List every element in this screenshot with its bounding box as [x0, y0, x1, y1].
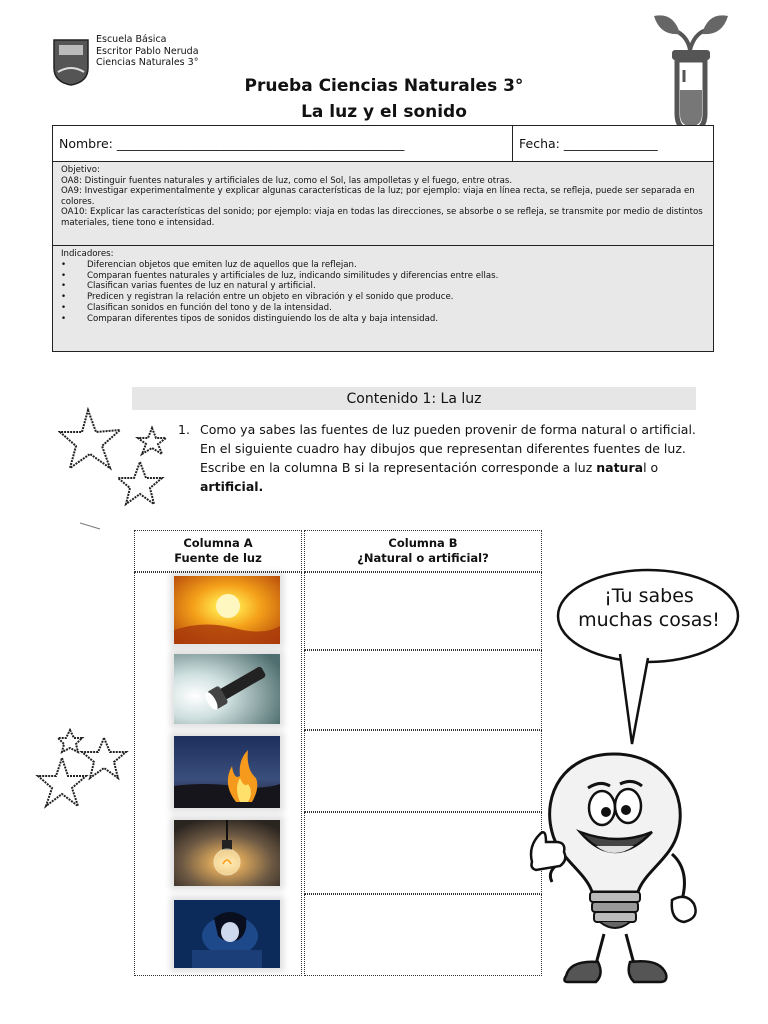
- pencil-mark: [80, 516, 102, 526]
- question-text: Como ya sabes las fuentes de luz pueden provenir de forma natural o artificial. En el siguiente cuadro hay dibujos que representan diferentes fuentes de luz. Escribe en la columna B si la representación corresponde a luz: [200, 422, 696, 475]
- objectives-heading: Objetivo:: [61, 165, 100, 175]
- column-a-subtitle: Fuente de luz: [174, 551, 262, 565]
- school-subject: Ciencias Naturales 3°: [96, 57, 199, 68]
- question-number: 1.: [178, 422, 190, 437]
- name-field[interactable]: Nombre: ______________________________________________: [53, 126, 513, 161]
- answer-cell-1[interactable]: [304, 572, 542, 650]
- school-name: Escuela Básica: [96, 34, 167, 45]
- stars-decoration-2: [34, 724, 130, 820]
- column-b-title: Columna B: [388, 536, 458, 550]
- page-title: Prueba Ciencias Naturales 3°: [244, 76, 524, 96]
- answer-cell-5[interactable]: [304, 894, 542, 976]
- indicator-item: • Predicen y registran la relación entre un objeto en vibración y el sonido que produce.: [61, 292, 705, 303]
- indicator-item: • Diferencian objetos que emiten luz de aquellos que la reflejan.: [61, 260, 705, 271]
- column-a-header: [134, 530, 302, 572]
- page-subtitle: La luz y el sonido: [301, 102, 467, 122]
- question-1: [178, 420, 698, 496]
- flashlight-image: [174, 654, 280, 724]
- indicators-heading: Indicadores:: [61, 249, 114, 259]
- indicator-item: • Comparan diferentes tipos de sonidos distinguiendo los de alta y baja intensidad.: [61, 314, 705, 325]
- column-b-header: [304, 530, 542, 572]
- question-bold-artificial: artificial.: [200, 479, 264, 494]
- indicators-box: [52, 246, 714, 352]
- column-a-title: Columna A: [183, 536, 253, 550]
- column-b-subtitle: ¿Natural o artificial?: [357, 551, 489, 565]
- answer-cell-3[interactable]: [304, 730, 542, 812]
- answer-cell-4[interactable]: [304, 812, 542, 894]
- indicator-item: • Comparan fuentes naturales y artificiales de luz, indicando similitudes y diferencias entre ellas.: [61, 271, 705, 282]
- stars-decoration: [58, 406, 178, 518]
- sun-image: [174, 576, 280, 644]
- sources-table: [134, 530, 544, 976]
- bonfire-image: [174, 736, 280, 808]
- bubble-line-2: muchas cosas!: [578, 609, 720, 631]
- objective-item: OA9: Investigar experimentalmente y explicar algunas características de la luz; por ejemplo: viaja en línea recta, se refleja, puede ser separada en colores.: [61, 186, 695, 207]
- person-screen-light-image: [174, 900, 280, 968]
- lightbulb-mascot-icon: [522, 750, 706, 990]
- indicator-item: • Clasifican varias fuentes de luz en natural y artificial.: [61, 281, 705, 292]
- speech-bubble: [554, 566, 744, 746]
- student-info-row: [52, 125, 714, 162]
- test-tube-plant-icon: [648, 10, 732, 134]
- date-field[interactable]: Fecha: _______________: [519, 136, 658, 151]
- indicators-list: [61, 260, 705, 325]
- objectives-box: [52, 162, 714, 246]
- content-heading: Contenido 1: La luz: [132, 387, 696, 410]
- objective-item: OA10: Explicar las características del sonido; por ejemplo: viaja en todas las direcciones, se absorbe o se refleja, se transmite por medio de distintos materiales, tiene tono e intensidad.: [61, 207, 703, 228]
- light-bulb-image: [174, 820, 280, 886]
- answer-cell-2[interactable]: [304, 650, 542, 730]
- bubble-line-1: ¡Tu sabes: [604, 585, 694, 607]
- school-writer: Escritor Pablo Neruda: [96, 45, 199, 57]
- school-info: [96, 34, 199, 69]
- question-bold-natural: natura: [596, 460, 644, 475]
- objective-item: OA8: Distinguir fuentes naturales y artificiales de luz, como el Sol, las ampolletas y el fuego, entre otras.: [61, 175, 513, 186]
- question-text-mid: l o: [643, 460, 659, 475]
- indicator-item: • Clasifican sonidos en función del tono y de la intensidad.: [61, 303, 705, 314]
